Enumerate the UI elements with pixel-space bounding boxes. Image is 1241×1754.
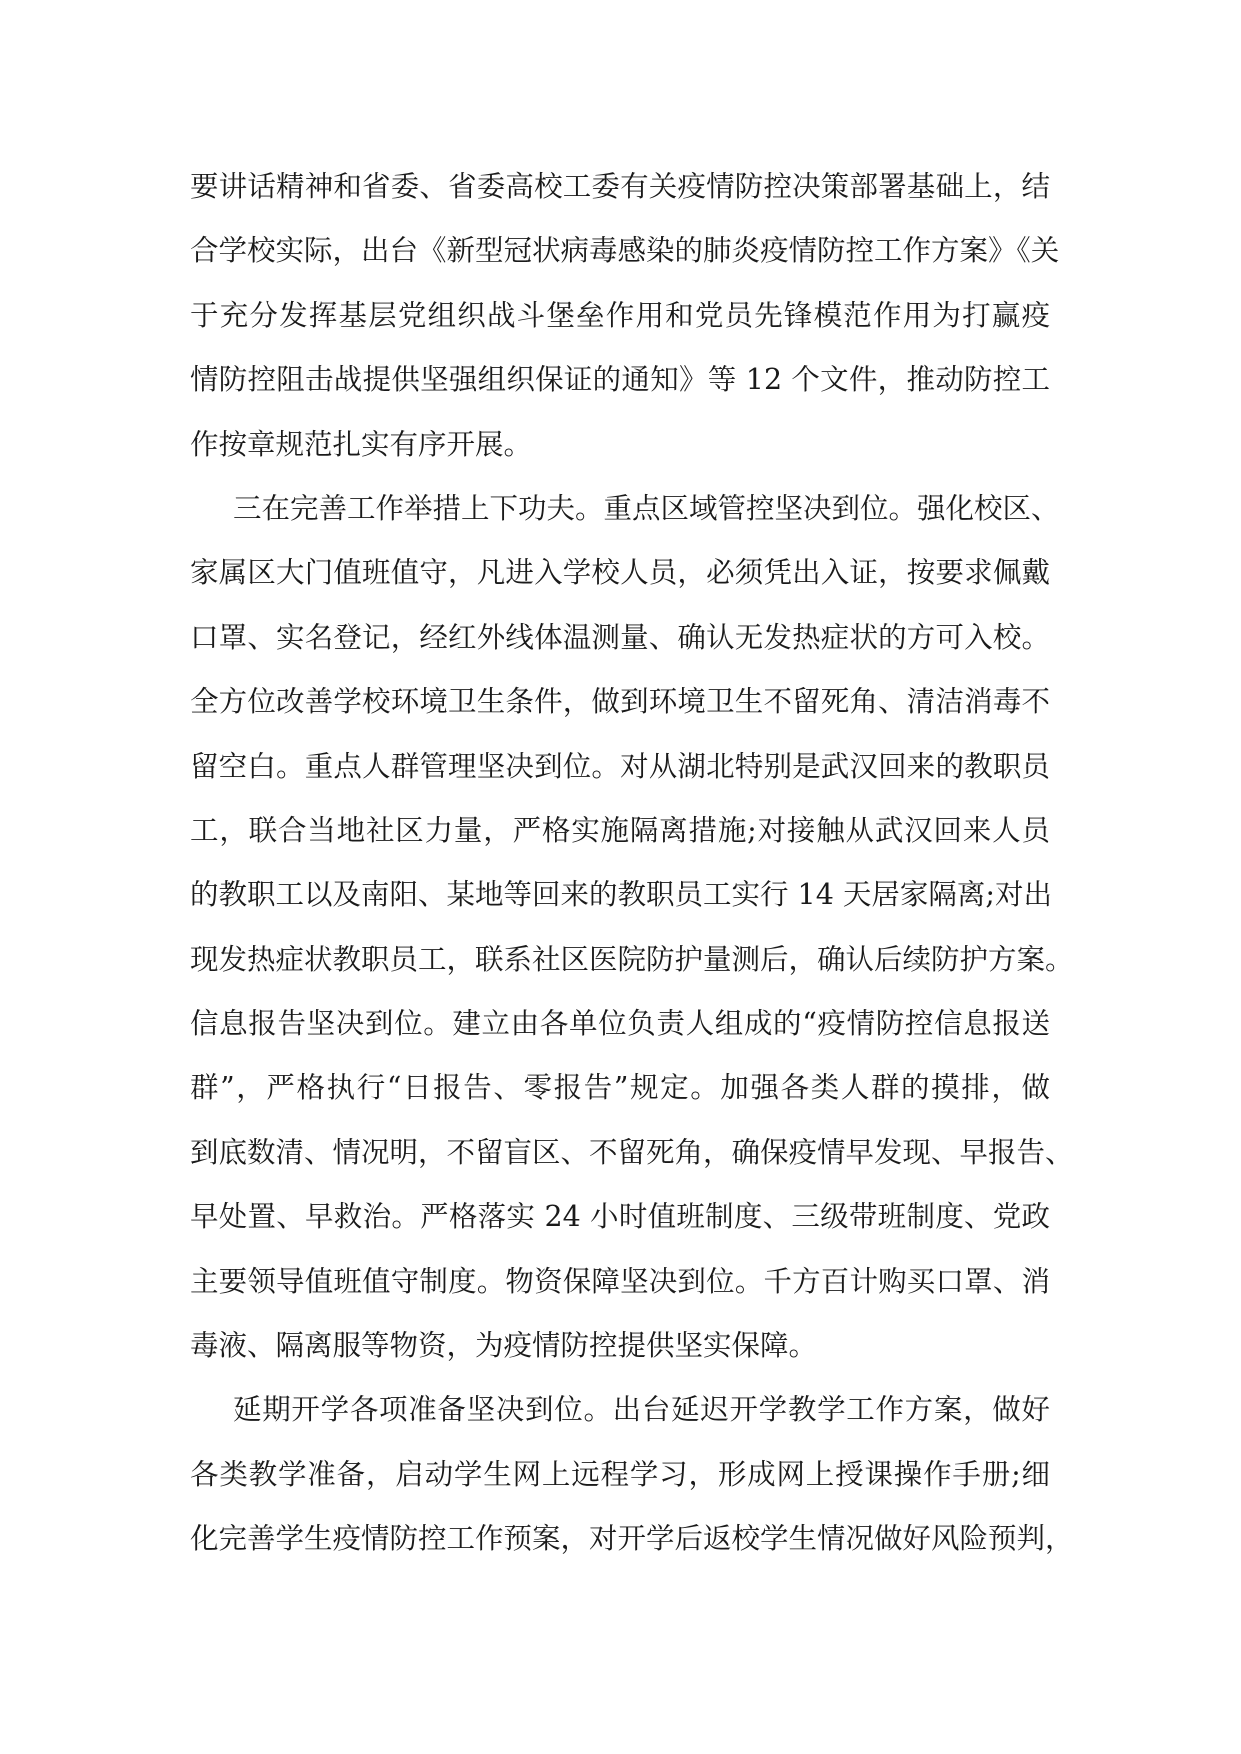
text-line: 情防控阻击战提供坚强组织保证的通知》等 12 个文件，推动防控工 bbox=[190, 363, 1050, 397]
text-line: 各类教学准备，启动学生网上远程学习，形成网上授课操作手册;细 bbox=[190, 1457, 1050, 1491]
text-line: 毒液、隔离服等物资，为疫情防控提供坚实保障。 bbox=[190, 1329, 818, 1363]
text-line: 作按章规范扎实有序开展。 bbox=[190, 427, 533, 461]
text-line: 现发热症状教职员工，联系社区医院防护量测后，确认后续防护方案。 bbox=[190, 942, 1074, 976]
document-body bbox=[190, 155, 1074, 1572]
text-line: 工，联合当地社区力量，严格实施隔离措施;对接触从武汉回来人员 bbox=[190, 813, 1050, 847]
text-line: 于充分发挥基层党组织战斗堡垒作用和党员先锋模范作用为打赢疫 bbox=[190, 298, 1050, 332]
text-line: 化完善学生疫情防控工作预案，对开学后返校学生情况做好风险预判， bbox=[190, 1522, 1074, 1556]
text-line: 的教职工以及南阳、某地等回来的教职员工实行 14 天居家隔离;对出 bbox=[190, 878, 1052, 912]
text-line: 家属区大门值班值守，凡进入学校人员，必须凭出入证，按要求佩戴 bbox=[190, 556, 1050, 590]
text-line: 要讲话精神和省委、省委高校工委有关疫情防控决策部署基础上，结 bbox=[190, 170, 1050, 203]
paragraph-3 bbox=[190, 1378, 1074, 1571]
text-line: 合学校实际，出台《新型冠状病毒感染的肺炎疫情防控工作方案》《关 bbox=[190, 234, 1060, 268]
paragraph-2 bbox=[190, 477, 1074, 1378]
text-line: 全方位改善学校环境卫生条件，做到环境卫生不留死角、清洁消毒不 bbox=[190, 685, 1050, 719]
text-line: 到底数清、情况明，不留盲区、不留死角，确保疫情早发现、早报告、 bbox=[190, 1135, 1074, 1169]
text-line: 群”，严格执行“日报告、零报告”规定。加强各类人群的摸排，做 bbox=[190, 1071, 1050, 1105]
text-line: 信息报告坚决到位。建立由各单位负责人组成的“疫情防控信息报送 bbox=[190, 1007, 1050, 1041]
text-line: 主要领导值班值守制度。物资保障坚决到位。千方百计购买口罩、消 bbox=[190, 1264, 1050, 1298]
text-line: 三在完善工作举措上下功夫。重点区域管控坚决到位。强化校区、 bbox=[233, 491, 1060, 525]
text-line: 留空白。重点人群管理坚决到位。对从湖北特别是武汉回来的教职员 bbox=[190, 749, 1050, 783]
text-line: 延期开学各项准备坚决到位。出台延迟开学教学工作方案，做好 bbox=[233, 1393, 1050, 1427]
text-line: 早处置、早救治。严格落实 24 小时值班制度、三级带班制度、党政 bbox=[190, 1200, 1050, 1234]
text-line: 口罩、实名登记，经红外线体温测量、确认无发热症状的方可入校。 bbox=[190, 620, 1050, 654]
paragraph-1 bbox=[190, 155, 1060, 477]
